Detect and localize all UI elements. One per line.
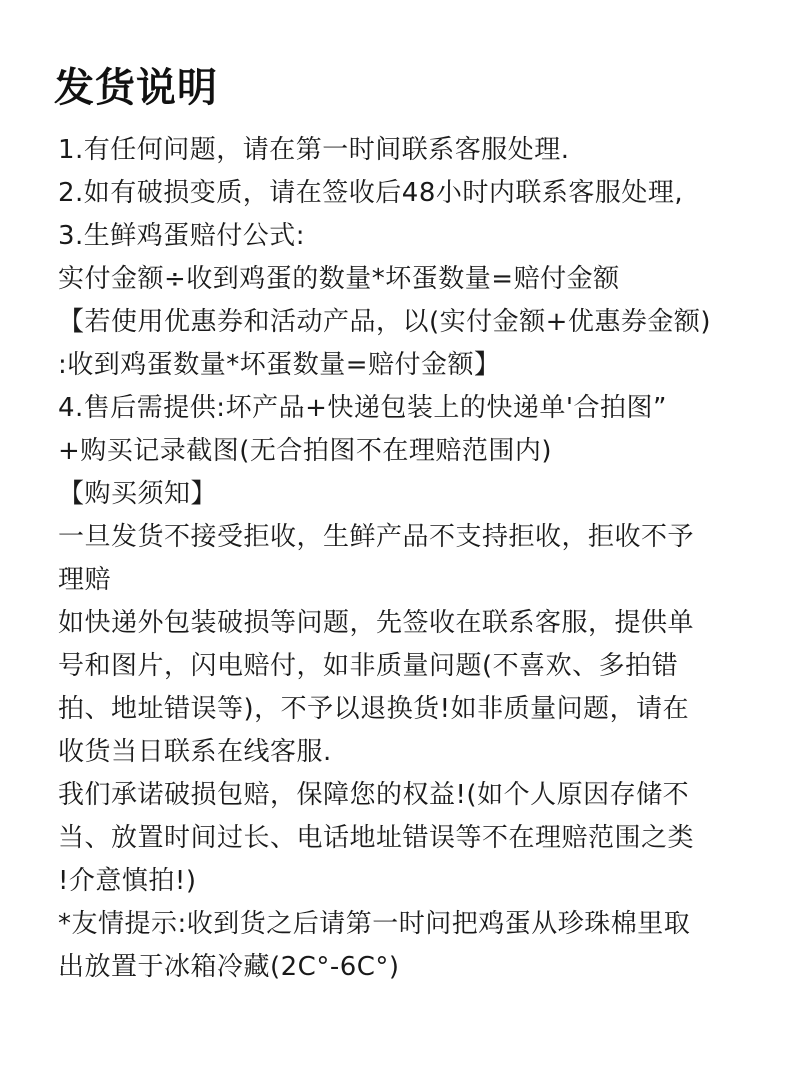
notice-line-18: !介意慎拍!) bbox=[58, 866, 197, 896]
notice-line-14: 拍、地址错误等)，不予以退换货!如非质量问题，请在 bbox=[58, 694, 690, 724]
page-title: 发货说明 bbox=[54, 65, 218, 111]
notice-line-19: *友情提示:收到货之后请第一时问把鸡蛋从珍珠棉里取 bbox=[58, 909, 691, 939]
notice-line-2: 2.如有破损变质，请在签收后48小时内联系客服处理, bbox=[58, 178, 684, 208]
notice-line-7: 4.售后需提供:坏产品+快递包装上的快递单'合拍图” bbox=[58, 393, 667, 423]
notice-line-9: 【购买须知】 bbox=[58, 479, 218, 509]
notice-line-5: 【若使用优惠券和活动产品，以(实付金额+优惠券金额) bbox=[58, 307, 712, 337]
notice-line-4: 实付金额÷收到鸡蛋的数量*坏蛋数量=赔付金额 bbox=[58, 264, 620, 294]
notice-line-13: 号和图片，闪电赔付，如非质量问题(不喜欢、多拍错 bbox=[58, 651, 679, 681]
notice-line-3: 3.生鲜鸡蛋赔付公式: bbox=[58, 221, 306, 251]
notice-content bbox=[58, 129, 758, 989]
notice-line-20: 出放置于冰箱冷藏(2C°-6C°) bbox=[58, 952, 400, 982]
notice-line-16: 我们承诺破损包赔，保障您的权益!(如个人原因存储不 bbox=[58, 780, 690, 810]
notice-line-12: 如快递外包装破损等问题，先签收在联系客服，提供单 bbox=[58, 608, 695, 638]
notice-line-17: 当、放置时间过长、电话地址错误等不在理赔范围之类 bbox=[58, 823, 695, 853]
notice-line-6: :收到鸡蛋数量*坏蛋数量=赔付金额】 bbox=[58, 350, 501, 380]
notice-line-15: 收货当日联系在线客服. bbox=[58, 737, 332, 767]
notice-line-1: 1.有任何问题，请在第一时间联系客服处理. bbox=[58, 135, 570, 165]
notice-line-10: 一旦发货不接受拒收，生鲜产品不支持拒收，拒收不予 bbox=[58, 522, 695, 552]
notice-line-8: +购买记录截图(无合拍图不在理赔范围内) bbox=[58, 436, 553, 466]
notice-line-11: 理赔 bbox=[58, 565, 112, 595]
